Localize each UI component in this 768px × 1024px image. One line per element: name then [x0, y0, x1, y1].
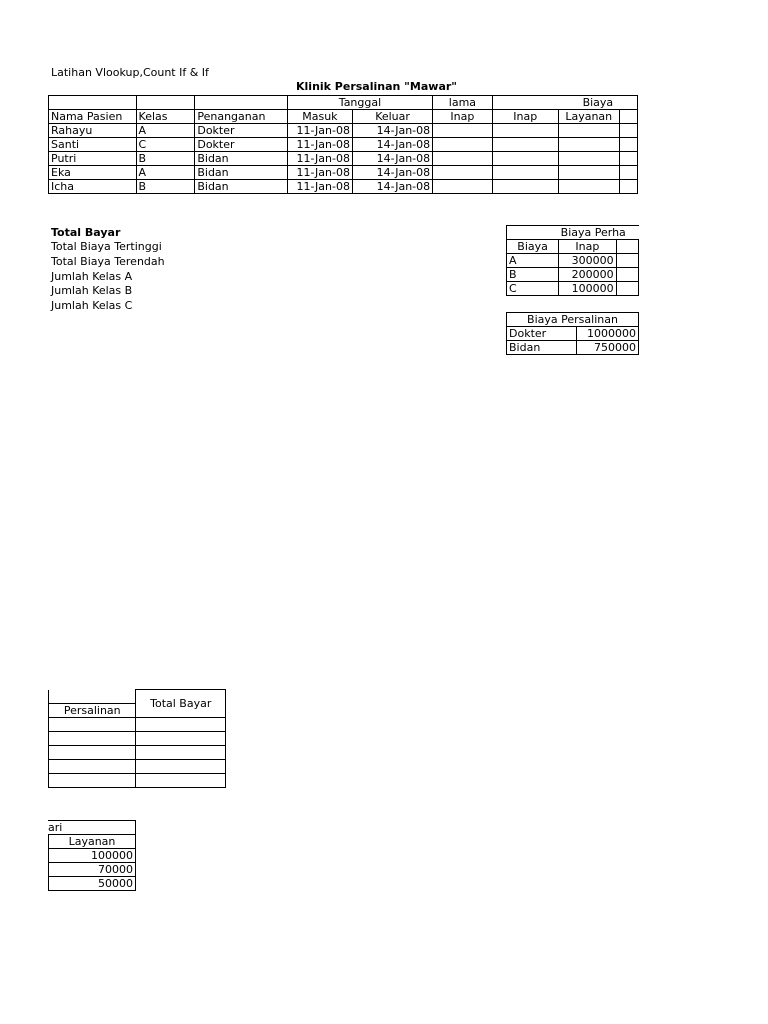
- summary-item: Total Biaya Tertinggi: [51, 240, 162, 253]
- class-cell: C: [507, 282, 559, 296]
- table-cell[interactable]: Dokter: [195, 124, 287, 138]
- table-cell[interactable]: 11-Jan-08: [287, 166, 352, 180]
- summary-item: Jumlah Kelas B: [51, 284, 133, 297]
- biaya-persalinan-table: [506, 312, 639, 355]
- page2-layanan-wrapper: [48, 834, 136, 894]
- table-cell[interactable]: Bidan: [195, 180, 287, 194]
- table-row: [49, 718, 226, 732]
- total-bayar-col-header: Total Bayar: [136, 690, 226, 718]
- layanan-cost-cell: 70000: [49, 863, 136, 877]
- biaya-header: Biaya: [492, 96, 619, 110]
- patient-table: [48, 95, 638, 194]
- page2-table-wrapper: [48, 689, 226, 793]
- inap-cost-cell: 200000: [559, 268, 616, 282]
- table-row: [49, 138, 638, 152]
- inap-cost-cell: 300000: [559, 254, 616, 268]
- summary-item: Total Biaya Terendah: [51, 255, 165, 268]
- table-cell[interactable]: 14-Jan-08: [352, 180, 432, 194]
- col-header[interactable]: Inap: [492, 110, 558, 124]
- col-header[interactable]: Penanganan: [195, 110, 287, 124]
- persalinan-col-header: Persalinan: [49, 703, 136, 717]
- lama-header: lama: [433, 96, 492, 110]
- table-row: [49, 863, 136, 877]
- inap-cost-cell: 100000: [559, 282, 616, 296]
- table-cell[interactable]: [492, 166, 558, 180]
- biaya-perhari-title: Biaya Perha: [559, 226, 639, 240]
- summary-item: Jumlah Kelas C: [51, 299, 133, 312]
- table-cell[interactable]: [492, 152, 558, 166]
- col-header[interactable]: Inap: [433, 110, 492, 124]
- table-cell[interactable]: [49, 746, 136, 760]
- table-cell[interactable]: B: [136, 152, 195, 166]
- table-cell: [619, 180, 637, 194]
- divider: [48, 820, 136, 821]
- col-header[interactable]: Masuk: [287, 110, 352, 124]
- table-cell: [616, 268, 638, 282]
- col-header[interactable]: Kelas: [136, 110, 195, 124]
- table-cell[interactable]: [433, 180, 492, 194]
- persalinan-cost-cell: 750000: [577, 341, 639, 355]
- main-table-wrapper: [48, 95, 638, 205]
- table-cell[interactable]: C: [136, 138, 195, 152]
- table-row: [49, 760, 226, 774]
- divider: [135, 820, 136, 834]
- col-header[interactable]: Layanan: [558, 110, 619, 124]
- table-cell[interactable]: [433, 166, 492, 180]
- table-cell[interactable]: [492, 180, 558, 194]
- table-cell[interactable]: [136, 732, 226, 746]
- col-header: Biaya: [507, 240, 559, 254]
- tanggal-header: Tanggal: [287, 96, 432, 110]
- table-row: [507, 341, 639, 355]
- table-cell[interactable]: [49, 718, 136, 732]
- table-cell[interactable]: 14-Jan-08: [352, 138, 432, 152]
- table-cell[interactable]: [558, 166, 619, 180]
- table-row: [49, 746, 226, 760]
- table-cell: [619, 152, 637, 166]
- table-row: [49, 877, 136, 891]
- table-cell[interactable]: 11-Jan-08: [287, 152, 352, 166]
- page2-layanan-table: [48, 834, 136, 891]
- table-cell[interactable]: [558, 180, 619, 194]
- table-cell[interactable]: 14-Jan-08: [352, 152, 432, 166]
- table-cell[interactable]: B: [136, 180, 195, 194]
- page2-perhari-title: ari: [48, 821, 63, 834]
- table-row: [49, 774, 226, 788]
- table-cell[interactable]: [558, 124, 619, 138]
- table-cell[interactable]: 11-Jan-08: [287, 138, 352, 152]
- table-cell[interactable]: A: [136, 166, 195, 180]
- table-cell[interactable]: Rahayu: [49, 124, 137, 138]
- class-cell: B: [507, 268, 559, 282]
- persalinan-cost-cell: 1000000: [577, 327, 639, 341]
- table-cell[interactable]: [49, 732, 136, 746]
- table-cell[interactable]: Bidan: [195, 166, 287, 180]
- table-cell[interactable]: 11-Jan-08: [287, 180, 352, 194]
- table-cell[interactable]: [433, 138, 492, 152]
- table-cell[interactable]: Dokter: [195, 138, 287, 152]
- table-cell[interactable]: 14-Jan-08: [352, 124, 432, 138]
- layanan-cost-cell: 50000: [49, 877, 136, 891]
- table-cell: [619, 124, 637, 138]
- table-cell[interactable]: [136, 774, 226, 788]
- table-cell[interactable]: [136, 760, 226, 774]
- table-row: [507, 282, 639, 296]
- table-cell: [619, 166, 637, 180]
- col-header[interactable]: Keluar: [352, 110, 432, 124]
- table-cell[interactable]: Putri: [49, 152, 137, 166]
- table-row: [49, 849, 136, 863]
- table-row: [49, 152, 638, 166]
- table-row: [49, 732, 226, 746]
- table-row: [507, 254, 639, 268]
- table-cell[interactable]: [558, 152, 619, 166]
- page2-table: [48, 689, 226, 788]
- biaya-perhari-wrapper: [506, 225, 639, 301]
- table-cell: [616, 282, 638, 296]
- handler-cell: Bidan: [507, 341, 577, 355]
- table-cell[interactable]: Santi: [49, 138, 137, 152]
- summary-item: Jumlah Kelas A: [51, 270, 133, 283]
- biaya-persalinan-wrapper: [506, 312, 639, 358]
- table-cell[interactable]: [136, 718, 226, 732]
- sheet-title: Latihan Vlookup,Count If & If: [51, 66, 209, 79]
- layanan-cost-cell: 100000: [49, 849, 136, 863]
- table-cell[interactable]: 14-Jan-08: [352, 166, 432, 180]
- total-bayar-label: Total Bayar: [51, 226, 121, 239]
- group-header-row: [49, 96, 638, 110]
- biaya-perhari-table: [506, 225, 639, 296]
- table-row: [507, 268, 639, 282]
- table-cell[interactable]: Eka: [49, 166, 137, 180]
- column-header-row: [49, 110, 638, 124]
- table-cell[interactable]: [49, 760, 136, 774]
- col-header: Inap: [559, 240, 616, 254]
- table-cell[interactable]: [492, 124, 558, 138]
- layanan-col-header: Layanan: [49, 835, 136, 849]
- table-cell[interactable]: 11-Jan-08: [287, 124, 352, 138]
- table-cell: [619, 138, 637, 152]
- table-cell[interactable]: [49, 774, 136, 788]
- col-header[interactable]: Nama Pasien: [49, 110, 137, 124]
- table-cell[interactable]: A: [136, 124, 195, 138]
- table-cell[interactable]: Icha: [49, 180, 137, 194]
- table-cell[interactable]: [433, 152, 492, 166]
- table-cell[interactable]: [492, 138, 558, 152]
- table-cell[interactable]: [558, 138, 619, 152]
- table-cell: [616, 254, 638, 268]
- class-cell: A: [507, 254, 559, 268]
- table-row: [49, 166, 638, 180]
- table-row: [507, 327, 639, 341]
- clinic-heading: Klinik Persalinan "Mawar": [296, 80, 458, 93]
- handler-cell: Dokter: [507, 327, 577, 341]
- table-cell[interactable]: Bidan: [195, 152, 287, 166]
- table-cell[interactable]: [136, 746, 226, 760]
- table-row: [49, 124, 638, 138]
- biaya-persalinan-title: Biaya Persalinan: [507, 313, 639, 327]
- table-cell[interactable]: [433, 124, 492, 138]
- table-row: [49, 180, 638, 194]
